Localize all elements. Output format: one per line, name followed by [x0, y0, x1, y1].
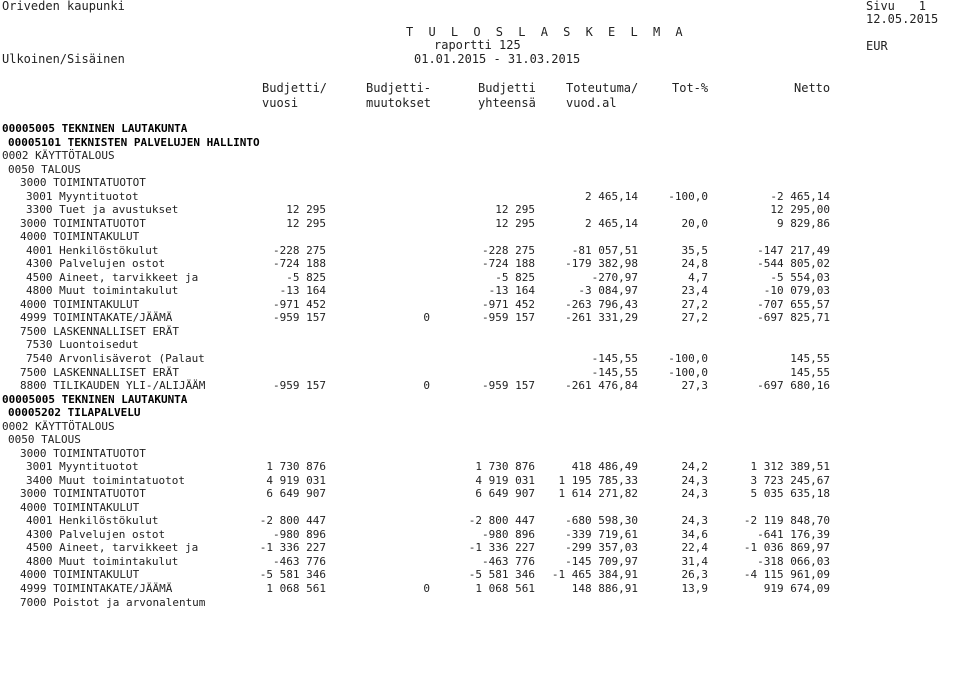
report-title: T U L O S L A S K E L M A	[406, 25, 687, 39]
row-label: 4000 TOIMINTAKULUT	[20, 568, 140, 581]
cell-percent: 27,2	[681, 311, 708, 324]
cell-net: -697 825,71	[757, 311, 830, 324]
cell-percent: 27,2	[681, 298, 708, 311]
cell-net: 3 723 245,67	[750, 474, 830, 487]
cell-budget-total: -971 452	[482, 298, 535, 311]
cell-net: 145,55	[790, 352, 830, 365]
page-number: 1	[918, 0, 926, 13]
report-date: 12.05.2015	[866, 12, 939, 26]
cell-net: -1 036 869,97	[743, 541, 830, 554]
row-label: 00005005 TEKNINEN LAUTAKUNTA	[2, 122, 188, 135]
column-header-budget-changes-sub: muutokset	[366, 96, 432, 110]
cell-percent: 13,9	[681, 582, 708, 595]
cell-budget-year: -5 581 346	[259, 568, 326, 581]
cell-budget-total: 12 295	[495, 203, 535, 216]
row-label: 00005101 TEKNISTEN PALVELUJEN HALLINTO	[8, 136, 260, 149]
row-label: 0050 TALOUS	[8, 433, 81, 446]
cell-budget-changes: 0	[423, 582, 430, 595]
cell-actual: -261 476,84	[565, 379, 638, 392]
cell-actual: -145,55	[591, 352, 638, 365]
cell-actual: -680 598,30	[565, 514, 638, 527]
cell-budget-year: -13 164	[279, 284, 326, 297]
row-label: 4800 Muut toimintakulut	[26, 284, 179, 297]
row-label: 4000 TOIMINTAKULUT	[20, 298, 140, 311]
cell-percent: 4,7	[688, 271, 708, 284]
cell-net: 1 312 389,51	[750, 460, 830, 473]
column-header-budget-total: Budjetti	[478, 81, 536, 95]
cell-net: 919 674,09	[763, 582, 830, 595]
column-header-budget-total-sub: yhteensä	[478, 96, 536, 110]
row-label: 4000 TOIMINTAKULUT	[20, 501, 140, 514]
cell-budget-total: 1 730 876	[475, 460, 535, 473]
cell-actual: 2 465,14	[585, 217, 638, 230]
row-label: 4300 Palvelujen ostot	[26, 528, 166, 541]
cell-budget-year: 12 295	[286, 217, 326, 230]
row-label: 7000 Poistot ja arvonalentum	[20, 596, 206, 609]
row-label: 4001 Henkilöstökulut	[26, 244, 159, 257]
cell-budget-total: -959 157	[482, 379, 535, 392]
row-label: 4300 Palvelujen ostot	[26, 257, 166, 270]
organization-name: Oriveden kaupunki	[2, 0, 125, 13]
cell-budget-total: 12 295	[495, 217, 535, 230]
cell-budget-total: -228 275	[482, 244, 535, 257]
cell-budget-total: -2 800 447	[468, 514, 535, 527]
cell-net: -697 680,16	[757, 379, 830, 392]
cell-net: -318 066,03	[757, 555, 830, 568]
cell-actual: -145 709,97	[565, 555, 638, 568]
row-label: 0002 KÄYTTÖTALOUS	[2, 420, 115, 433]
cell-budget-year: -5 825	[286, 271, 326, 284]
cell-actual: -299 357,03	[565, 541, 638, 554]
cell-actual: 1 195 785,33	[558, 474, 638, 487]
cell-net: -2 465,14	[770, 190, 830, 203]
row-label: 3000 TOIMINTATUOTOT	[20, 487, 146, 500]
cell-percent: 24,8	[681, 257, 708, 270]
cell-budget-total: -959 157	[482, 311, 535, 324]
cell-net: 145,55	[790, 366, 830, 379]
cell-budget-changes: 0	[423, 311, 430, 324]
row-label: 4000 TOIMINTAKULUT	[20, 230, 140, 243]
currency-label: EUR	[866, 39, 888, 53]
cell-percent: 24,2	[681, 460, 708, 473]
report-number: raportti 125	[434, 38, 521, 52]
scope-label: Ulkoinen/Sisäinen	[2, 52, 125, 66]
cell-budget-total: -980 896	[482, 528, 535, 541]
cell-budget-year: -724 188	[273, 257, 326, 270]
cell-budget-total: -5 581 346	[468, 568, 535, 581]
cell-net: 12 295,00	[770, 203, 830, 216]
row-label: 0002 KÄYTTÖTALOUS	[2, 149, 115, 162]
cell-net: -641 176,39	[757, 528, 830, 541]
cell-percent: 26,3	[681, 568, 708, 581]
cell-percent: 34,6	[681, 528, 708, 541]
cell-net: -4 115 961,09	[743, 568, 830, 581]
cell-budget-year: -980 896	[273, 528, 326, 541]
cell-actual: 2 465,14	[585, 190, 638, 203]
row-label: 3000 TOIMINTATUOTOT	[20, 447, 146, 460]
cell-budget-year: -463 776	[273, 555, 326, 568]
cell-actual: 148 886,91	[571, 582, 638, 595]
row-label: 4500 Aineet, tarvikkeet ja	[26, 541, 199, 554]
cell-budget-year: -228 275	[273, 244, 326, 257]
row-label: 4999 TOIMINTAKATE/JÄÄMÄ	[20, 582, 173, 595]
column-header-percent: Tot-%	[672, 81, 709, 95]
cell-actual: -263 796,43	[565, 298, 638, 311]
cell-budget-total: -463 776	[482, 555, 535, 568]
cell-net: -544 805,02	[757, 257, 830, 270]
row-label: 4001 Henkilöstökulut	[26, 514, 159, 527]
column-header-net: Netto	[794, 81, 831, 95]
cell-actual: -145,55	[591, 366, 638, 379]
cell-actual: -81 057,51	[571, 244, 638, 257]
cell-percent: 24,3	[681, 514, 708, 527]
cell-actual: -3 084,97	[578, 284, 638, 297]
cell-percent: 22,4	[681, 541, 708, 554]
row-label: 4800 Muut toimintakulut	[26, 555, 179, 568]
column-header-actual-sub: vuod.al	[566, 96, 617, 110]
cell-net: -2 119 848,70	[743, 514, 830, 527]
cell-budget-changes: 0	[423, 379, 430, 392]
cell-budget-total: -5 825	[495, 271, 535, 284]
cell-percent: 24,3	[681, 474, 708, 487]
cell-actual: -179 382,98	[565, 257, 638, 270]
cell-budget-year: -971 452	[273, 298, 326, 311]
row-label: 4999 TOIMINTAKATE/JÄÄMÄ	[20, 311, 173, 324]
cell-budget-year: 6 649 907	[266, 487, 326, 500]
cell-net: -5 554,03	[770, 271, 830, 284]
cell-percent: -100,0	[668, 352, 708, 365]
row-label: 3400 Muut toimintatuotot	[26, 474, 185, 487]
cell-budget-total: 4 919 031	[475, 474, 535, 487]
row-label: 3001 Myyntituotot	[26, 460, 139, 473]
cell-budget-total: 6 649 907	[475, 487, 535, 500]
cell-budget-year: 1 068 561	[266, 582, 326, 595]
column-header-budget-changes: Budjetti-	[366, 81, 432, 95]
cell-net: 5 035 635,18	[750, 487, 830, 500]
cell-budget-total: -724 188	[482, 257, 535, 270]
cell-percent: 31,4	[681, 555, 708, 568]
cell-budget-year: 4 919 031	[266, 474, 326, 487]
cell-budget-year: -959 157	[273, 379, 326, 392]
cell-actual: -1 465 384,91	[551, 568, 638, 581]
row-label: 7540 Arvonlisäverot (Palaut	[26, 352, 205, 365]
page-label: Sivu	[866, 0, 895, 13]
cell-budget-year: 12 295	[286, 203, 326, 216]
cell-percent: 23,4	[681, 284, 708, 297]
cell-percent: -100,0	[668, 190, 708, 203]
cell-budget-total: 1 068 561	[475, 582, 535, 595]
cell-percent: -100,0	[668, 366, 708, 379]
row-label: 3300 Tuet ja avustukset	[26, 203, 179, 216]
cell-net: -147 217,49	[757, 244, 830, 257]
row-label: 7500 LASKENNALLISET ERÄT	[20, 366, 179, 379]
cell-actual: 418 486,49	[571, 460, 638, 473]
row-label: 8800 TILIKAUDEN YLI-/ALIJÄÄM	[20, 379, 206, 392]
cell-actual: -261 331,29	[565, 311, 638, 324]
row-label: 0050 TALOUS	[8, 163, 81, 176]
cell-actual: 1 614 271,82	[558, 487, 638, 500]
cell-budget-year: -1 336 227	[259, 541, 326, 554]
row-label: 00005005 TEKNINEN LAUTAKUNTA	[2, 393, 188, 406]
cell-percent: 27,3	[681, 379, 708, 392]
cell-budget-year: 1 730 876	[266, 460, 326, 473]
cell-net: -707 655,57	[757, 298, 830, 311]
cell-budget-year: -2 800 447	[259, 514, 326, 527]
row-label: 7500 LASKENNALLISET ERÄT	[20, 325, 179, 338]
cell-budget-year: -959 157	[273, 311, 326, 324]
cell-net: 9 829,86	[777, 217, 830, 230]
report-period: 01.01.2015 - 31.03.2015	[414, 52, 581, 66]
cell-net: -10 079,03	[763, 284, 830, 297]
cell-percent: 24,3	[681, 487, 708, 500]
cell-actual: -339 719,61	[565, 528, 638, 541]
cell-budget-total: -13 164	[488, 284, 535, 297]
row-label: 00005202 TILAPALVELU	[8, 406, 141, 419]
row-label: 3001 Myyntituotot	[26, 190, 139, 203]
cell-actual: -270,97	[591, 271, 638, 284]
column-header-budget-year: Budjetti/	[262, 81, 328, 95]
row-label: 3000 TOIMINTATUOTOT	[20, 176, 146, 189]
cell-budget-total: -1 336 227	[468, 541, 535, 554]
column-header-actual: Toteutuma/	[566, 81, 639, 95]
row-label: 3000 TOIMINTATUOTOT	[20, 217, 146, 230]
column-header-budget-year-sub: vuosi	[262, 96, 299, 110]
cell-percent: 20,0	[681, 217, 708, 230]
row-label: 7530 Luontoisedut	[26, 338, 139, 351]
row-label: 4500 Aineet, tarvikkeet ja	[26, 271, 199, 284]
cell-percent: 35,5	[681, 244, 708, 257]
